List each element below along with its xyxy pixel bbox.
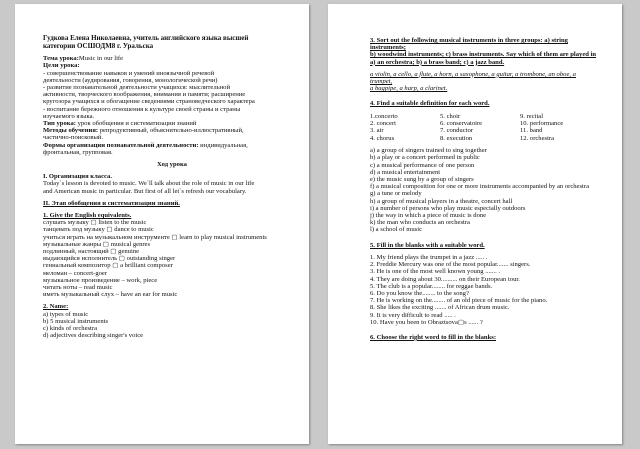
vocabulary-item: музыкальное произведение – work, piece [43,276,158,284]
forms-value-2: фронтальная, групповая. [43,148,113,156]
section-1-text-2: and American music in particular. But first of all let`s refresh our vocabulary. [43,187,247,195]
word-grid-cell: 2. concert [370,120,396,128]
word-grid-cell: 11. band [520,127,543,135]
task-5-list [370,254,614,326]
word-grid-row [370,127,614,134]
methods-label: Методы обучения: [43,127,99,135]
word-grid-cell: 8. execution [440,134,473,142]
task-2-title: 2. Name: [43,303,69,311]
goals-label: Цели урока: [43,62,80,70]
word-grid-cell: 10. performance [520,120,564,128]
name-item: b) 5 musical instruments [43,317,109,325]
vocabulary-item: выдающийся исполнитель ▢ outstanding singer [43,255,176,263]
methods-value: репродуктивный, объяснительно-иллюстративный, [98,127,244,135]
vocabulary-item: слушать музыку ▢ listen to the music [43,219,147,227]
task-4-definitions [370,147,614,233]
definition-item: b) a play or a concert performed in public [370,154,480,162]
fill-blank-item: 7. He is working on the........ of an old piece of music for the piano. [370,297,548,305]
word-grid-cell: 12. orchestra [520,134,555,142]
vocabulary-item: подлинный, настоящий ▢ genuine [43,248,140,256]
definition-item: k) the man who conducts an orchestra [370,219,470,227]
task-5-title: 5. Fill in the blanks with a suitable word. [370,241,485,249]
goal-line: кругозора учащихся и обогащение сведениями страноведческого характера [43,98,255,106]
task-6-title: 6. Choose the right word to fill in the blanks: [370,333,497,341]
lesson-title: Ход урока [157,161,187,169]
task-3-items-3: a bagpipe, a harp, a clarinet. [370,85,448,93]
vocabulary-item: танцевать под музыку ▢ dance to music [43,226,154,234]
fill-blank-item: 3. He is one of the most well known young ....... . [370,268,501,276]
author-line-1: Гудкова Елена Николаевна, учитель английского языка высшей [43,34,249,42]
task-3-title-1: 3. Sort out the following musical instruments in three groups: a) string [370,37,568,44]
definition-item: f) a musical composition for one or more instruments accompanied by an orchestra [370,183,589,191]
forms-value: индивидуальная, [198,141,248,149]
goal-line: деятельности (аудирования, говорения, монологической речи) [43,76,218,84]
definition-item: a) a group of singers trained to sing together [370,147,487,155]
vocabulary-item: читать ноты – read music [43,284,113,292]
task-4-title: 4. Find a suitable definition for each word. [370,100,490,108]
vocabulary-item: меломан – concert-goer [43,269,108,277]
fill-blank-item: 10. Have you been to Obraztsova▢s ...... ? [370,318,483,326]
vocabulary-item: музыкальные жанры ▢ musical genres [43,240,151,248]
word-grid-cell: 1.concerto [370,112,398,120]
word-grid-cell: 9. recital [520,112,544,120]
topic-label: Тема урока: [43,55,79,63]
task-3-title-2: instruments; [370,44,406,52]
goal-line: изучаемого языка. [43,112,95,120]
goals-list [43,70,301,120]
task-2-list [43,311,301,340]
word-grid-cell: 3. air [370,127,384,135]
task-3-items-1: a violin, a cello, a flute, a horn, a saxophone, a guitar, a trombone, an oboe, a [370,70,576,78]
type-line [43,120,301,127]
forms-line [43,142,301,149]
fill-blank-item: 1. My friend plays the trumpet in a jazz ..... . [370,253,488,261]
vocabulary-item: иметь музыкальный слух – have an ear for music [43,291,178,299]
name-item: c) kinds of orchestra [43,325,98,333]
type-value: урок обобщения и систематизации знаний [75,120,197,128]
fill-blank-item: 4. They are doing about 30.......... on their European tour. [370,275,520,283]
fill-blank-item: 2. Freddie Mercury was one of the most popular....... singers. [370,261,531,269]
goal-line: - совершенствование навыков и умений иноязычной речевой [43,69,215,77]
fill-blank-item: 8. She likes the exciting ....... of African drum music. [370,304,510,312]
vocabulary-item: гениальный композитор ▢ a brilliant composer [43,262,173,270]
goal-line: активности, творческого воображения, внимания и памяти; расширение [43,91,246,99]
definition-item: i) a number of persons who play music especially outdoors [370,204,526,212]
definition-item: j) the way in which a piece of music is done [370,212,487,220]
task-3-items-2: trumpet, [370,78,393,86]
author-line-2: категории ОСШОДМ8 г. Уральска [43,41,154,50]
word-grid-row [370,135,614,142]
definition-item: d) a musical entertainment [370,168,441,176]
task-1-title: 1. Give the English equivalents. [43,212,132,220]
section-2-title: II. Этап обобщения и систематизации знаний. [43,199,180,207]
section-1-title: I. Организация класса. [43,173,112,181]
definition-item: h) a group of musical players in a theatre, concert hall [370,197,513,205]
definition-item: e) the music sung by a group of singers [370,176,474,184]
methods-value-2: частично-поисковый. [43,134,104,142]
topic-value: Music in our life [78,55,124,63]
left-page-content [43,35,301,444]
word-grid-cell: 5. choir [440,112,461,120]
left-page [15,4,309,444]
type-label: Тип урока: [43,120,76,128]
definition-item: l) a school of music [370,226,423,234]
vocabulary-item: учиться играть на музыкальном инструменте ▢ learn to play musical instruments [43,233,267,241]
name-item: d) adjectives describing singer's voice [43,332,144,340]
definition-item: c) a musical performance of one person [370,161,475,169]
word-grid-row [370,120,614,127]
goal-line: - воспитание бережного отношения к культуре своей страны и страны [43,105,241,113]
word-grid-cell: 6. conservatoire [440,120,483,128]
right-page-content [370,37,614,444]
task-3-title-4: a) an orchestra; b) a brass band; c) a jazz band. [370,58,505,66]
task-4-word-grid [370,113,614,143]
word-grid-row [370,113,614,120]
goal-line: - развитие познавательной деятельности учащихся: мыслительной [43,84,230,91]
fill-blank-item: 5. The club is a popular........ for reggae bands. [370,282,493,290]
section-1-text-1: Today`s lesson is devoted to music. We`ll talk about the role of music in our life [43,180,255,188]
word-grid-cell: 4. chorus [370,134,395,142]
task-3-title-3: b) woodwind instruments; c) brass instruments. Say which of them are played in [370,51,597,59]
fill-blank-item: 6. Do you know the........ to the song? [370,289,469,297]
task-1-list [43,219,301,298]
methods-line [43,127,301,134]
word-grid-cell: 7. conductor [440,127,473,135]
name-item: a) types of music [43,310,89,318]
topic-line [43,55,301,62]
forms-label: Формы организации познавательной деятельности: [43,141,199,149]
right-page [328,4,622,444]
definition-item: g) a tune or melody [370,190,422,198]
fill-blank-item: 9. It is very difficult to read ..... . [370,311,456,319]
